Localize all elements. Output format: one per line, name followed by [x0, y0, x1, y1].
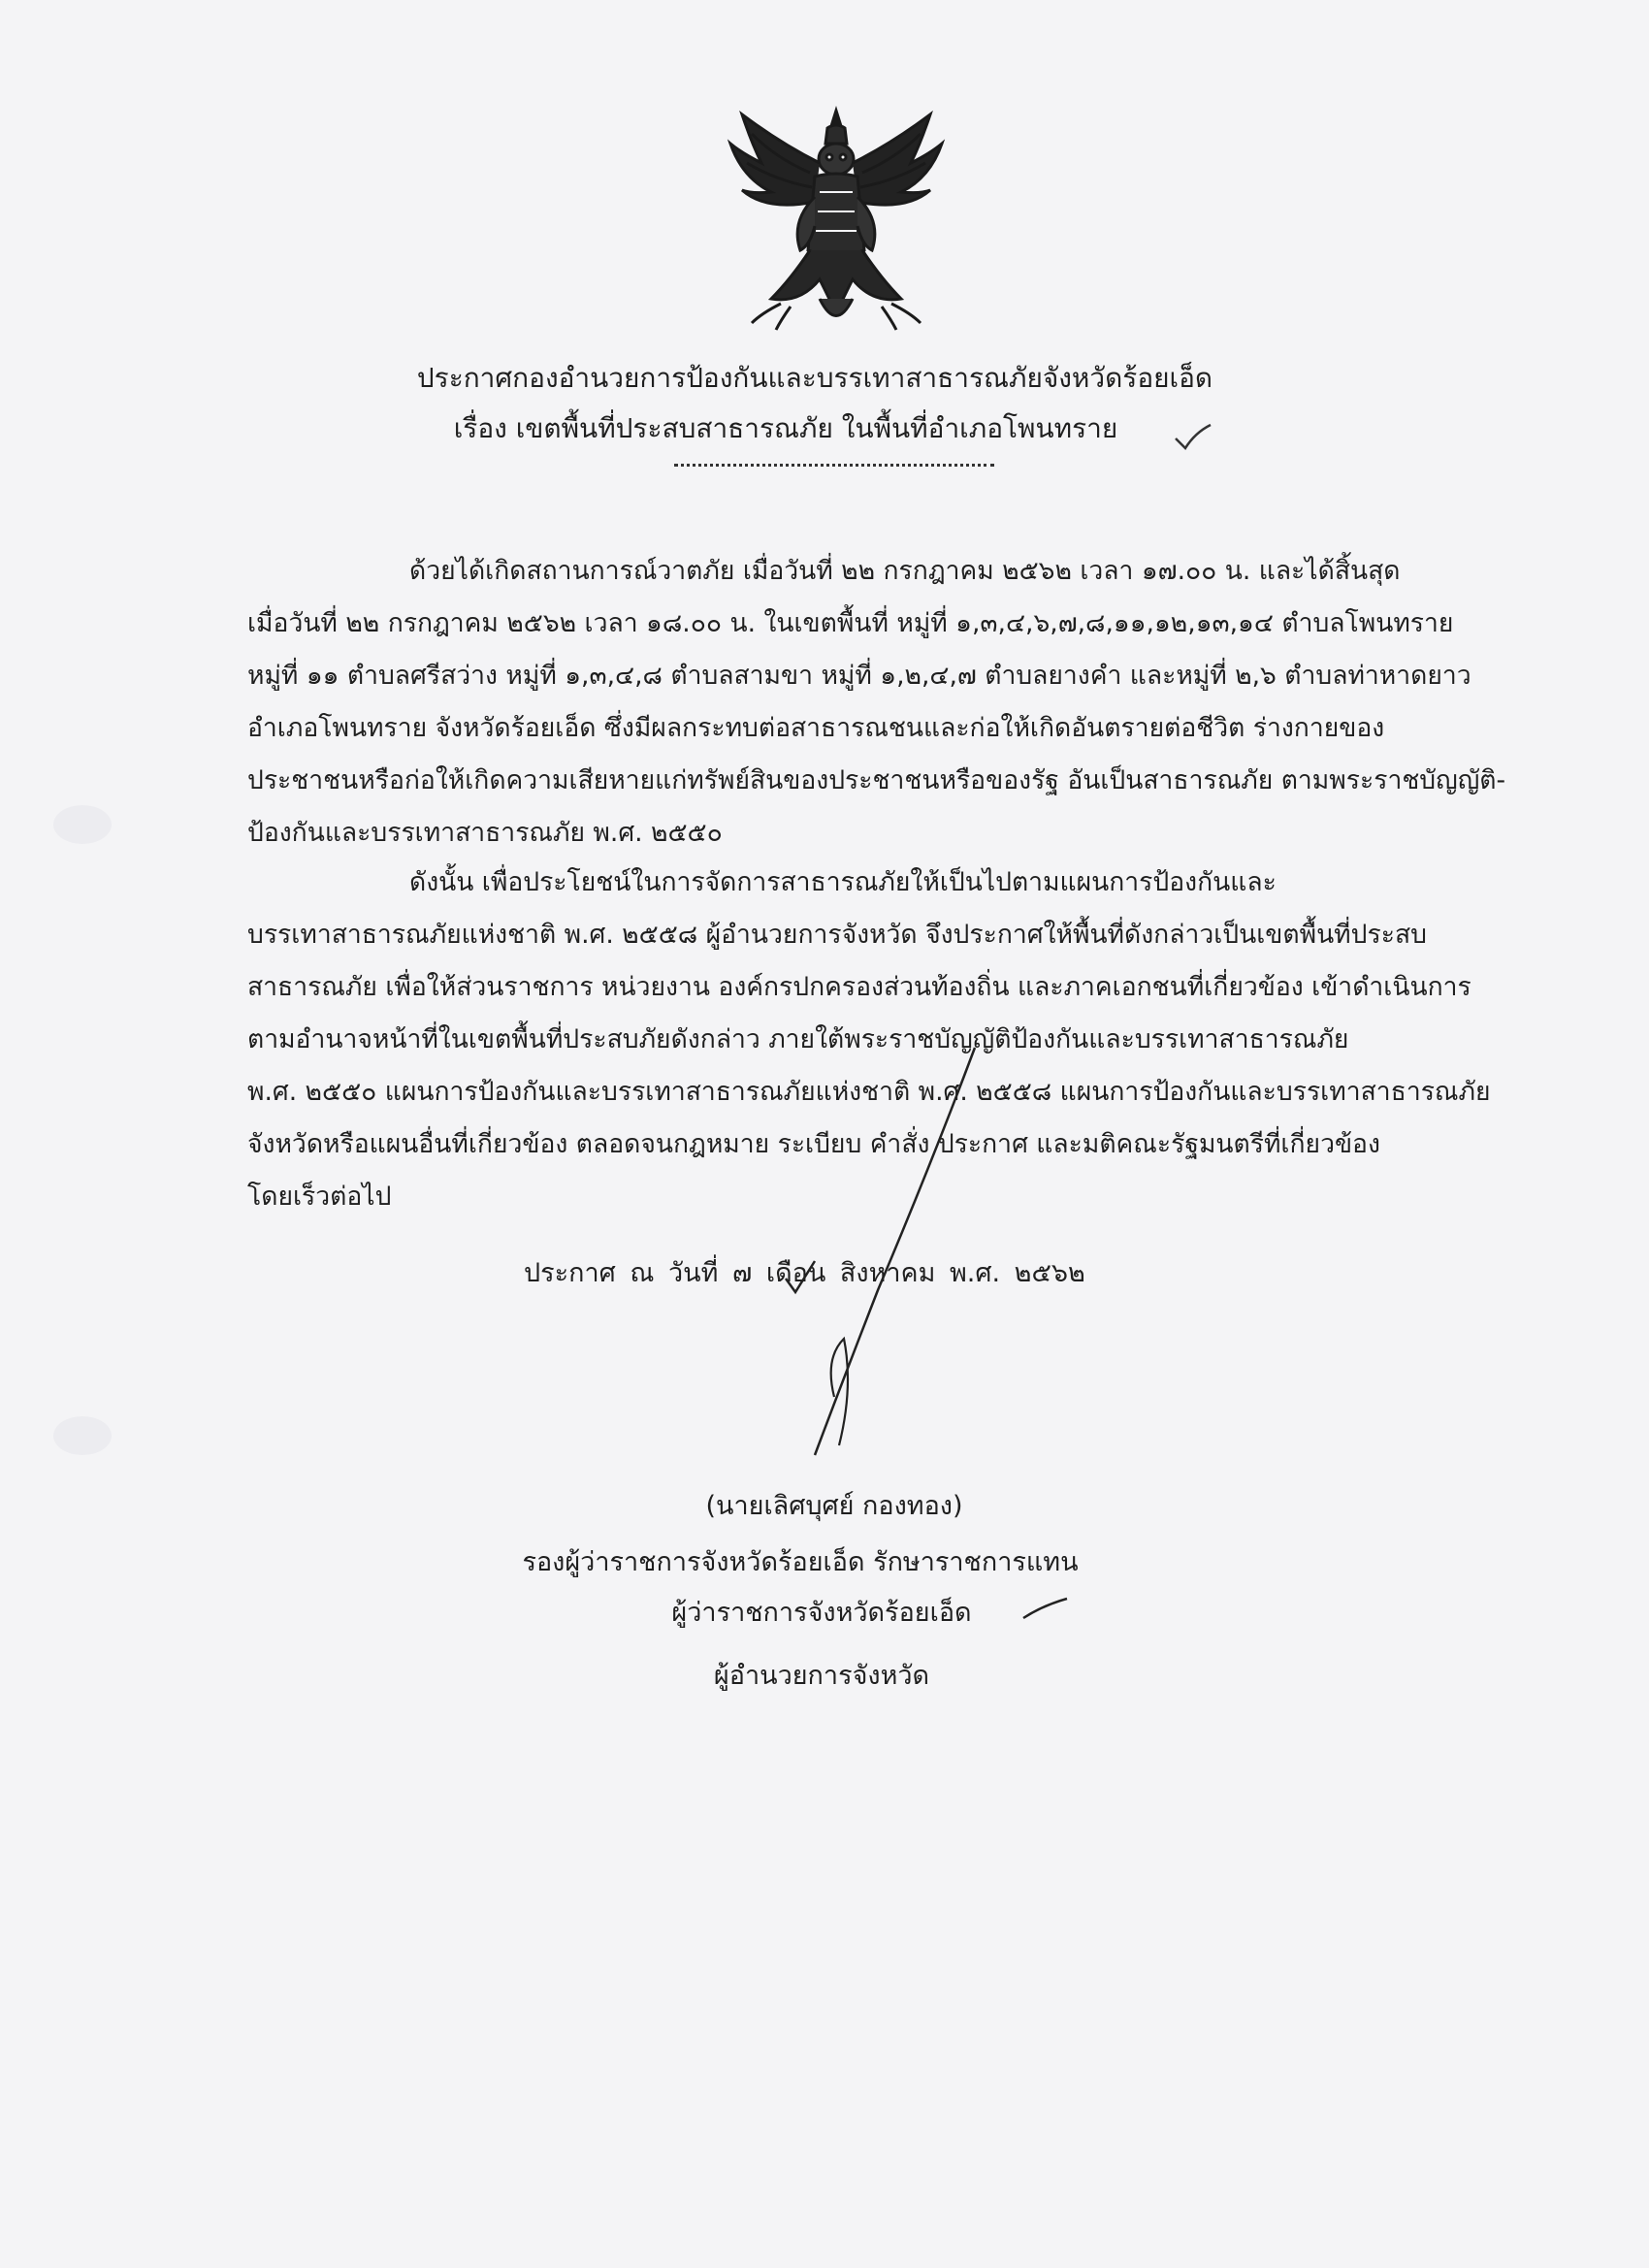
checkmark-icon — [1174, 423, 1212, 452]
paragraph-line: ด้วยได้เกิดสถานการณ์วาตภัย เมื่อวันที่ ๒๒ กรกฎาคม ๒๕๖๒ เวลา ๑๗.๐๐ น. และได้สิ้นสุด — [409, 556, 1401, 586]
title-divider — [674, 464, 994, 467]
signatory-role: ผู้อำนวยการจังหวัด — [713, 1661, 930, 1691]
paragraph-line: บรรเทาสาธารณภัยแห่งชาติ พ.ศ. ๒๕๕๘ ผู้อำนวยการจังหวัด จึงประกาศให้พื้นที่ดังกล่าวเป็นเขตพื้นที่ประสบ — [247, 920, 1427, 950]
paragraph-line: โดยเร็วต่อไป — [247, 1182, 392, 1212]
paragraph-line: หมู่ที่ ๑๑ ตำบลศรีสว่าง หมู่ที่ ๑,๓,๔,๘ ตำบลสามขา หมู่ที่ ๑,๒,๔,๗ ตำบลยางคำ และหมู่ที่ ๒,๖ ตำบลท่าหาดยาว — [247, 661, 1471, 691]
paragraph-line: เมื่อวันที่ ๒๒ กรกฎาคม ๒๕๖๒ เวลา ๑๘.๐๐ น. ในเขตพื้นที่ หมู่ที่ ๑,๓,๔,๖,๗,๘,๑๑,๑๒,๑๓,๑๔ ตำบลโพนทราย — [247, 608, 1454, 638]
signatory-position: ผู้ว่าราชการจังหวัดร้อยเอ็ด — [671, 1598, 972, 1628]
garuda-emblem-icon — [723, 105, 951, 338]
paragraph-line: พ.ศ. ๒๕๕๐ แผนการป้องกันและบรรเทาสาธารณภัยแห่งชาติ พ.ศ. ๒๕๕๘ แผนการป้องกันและบรรเทาสาธารณภัย — [247, 1077, 1491, 1107]
paragraph-line: อำเภอโพนทราย จังหวัดร้อยเอ็ด ซึ่งมีผลกระทบต่อสาธารณชนและก่อให้เกิดอันตรายต่อชีวิต ร่างกายของ — [247, 713, 1385, 743]
paragraph-line: ป้องกันและบรรเทาสาธารณภัย พ.ศ. ๒๕๕๐ — [247, 818, 723, 848]
body-paragraph-2 — [247, 857, 1491, 1223]
announcement-date: ประกาศ ณ วันที่ ๗ เดือน สิงหาคม พ.ศ. ๒๕๖๒ — [524, 1258, 1085, 1288]
body-paragraph-1 — [247, 545, 1506, 859]
paragraph-line: ตามอำนาจหน้าที่ในเขตพื้นที่ประสบภัยดังกล่าว ภายใต้พระราชบัญญัติป้องกันและบรรเทาสาธารณภัย — [247, 1024, 1349, 1054]
signatory-name: (นายเลิศบุศย์ กองทอง) — [705, 1491, 963, 1521]
punch-hole — [53, 1416, 112, 1455]
paragraph-line: สาธารณภัย เพื่อให้ส่วนราชการ หน่วยงาน องค์กรปกครองส่วนท้องถิ่น และภาคเอกชนที่เกี่ยวข้อง เข้าดำเนินการ — [247, 972, 1471, 1002]
paragraph-line: จังหวัดหรือแผนอื่นที่เกี่ยวข้อง ตลอดจนกฎหมาย ระเบียบ คำสั่ง ประกาศ และมติคณะรัฐมนตรีที่เกี่ยวข้อง — [247, 1129, 1380, 1159]
signatory-position: รองผู้ว่าราชการจังหวัดร้อยเอ็ด รักษาราชการแทน — [522, 1547, 1079, 1577]
punch-hole — [53, 805, 112, 844]
paragraph-line: ดังนั้น เพื่อประโยชน์ในการจัดการสาธารณภัยให้เป็นไปตามแผนการป้องกันและ — [409, 867, 1277, 897]
announcement-subject: เรื่อง เขตพื้นที่ประสบสาธารณภัย ในพื้นที่อำเภอโพนทราย — [453, 412, 1118, 444]
announcement-title: ประกาศกองอำนวยการป้องกันและบรรเทาสาธารณภัยจังหวัดร้อยเอ็ด — [416, 362, 1213, 394]
paragraph-line: ประชาชนหรือก่อให้เกิดความเสียหายแก่ทรัพย์สินของประชาชนหรือของรัฐ อันเป็นสาธารณภัย ตามพระราชบัญญัติ- — [247, 765, 1506, 795]
